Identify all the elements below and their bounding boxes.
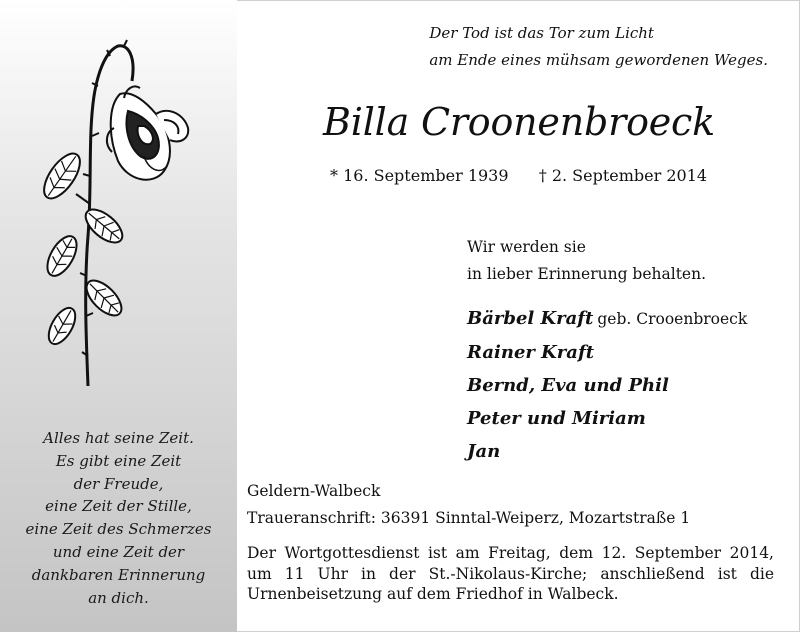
family-member — [467, 369, 747, 402]
poem-line: eine Zeit des Schmerzes — [25, 520, 212, 539]
birth-symbol: * — [330, 166, 338, 185]
poem-line: eine Zeit der Stille, — [45, 497, 192, 516]
family-member — [467, 402, 747, 435]
family-member-name: Jan — [467, 441, 501, 462]
place-block — [247, 478, 690, 532]
poem-line: dankbaren Erinnerung — [31, 565, 206, 584]
family-member-name: Peter und Miriam — [467, 408, 646, 429]
poem-line: an dich. — [88, 588, 149, 607]
remembrance-text — [467, 234, 706, 288]
wilted-rose-icon — [28, 36, 208, 396]
family-member-name: Bärbel Kraft — [467, 308, 594, 329]
family-member-suffix: geb. Crooenbroeck — [597, 310, 748, 328]
poem-line: Alles hat seine Zeit. — [43, 429, 194, 447]
mourning-address: Traueranschrift: 36391 Sinntal-Weiperz, Mozartstraße 1 — [247, 509, 691, 527]
family-member-name: Rainer Kraft — [467, 342, 595, 363]
top-quote — [429, 20, 768, 74]
service-info: Der Wortgottesdienst ist am Freitag, dem 12. September 2014, um 11 Uhr in der St.-Nikolaus-Kirche; anschließend ist die Urnenbeisetzung auf dem Friedhof in Walbeck. — [247, 544, 774, 603]
family-member — [467, 302, 747, 336]
birth-date: 16. September 1939 — [343, 166, 509, 185]
side-poem — [10, 427, 227, 609]
deceased-name: Billa Croonenbroeck — [323, 100, 715, 144]
family-list — [467, 302, 747, 468]
poem-line: der Freude, — [73, 474, 164, 493]
family-member — [467, 435, 747, 468]
town: Geldern-Walbeck — [247, 482, 381, 500]
poem-line: Es gibt eine Zeit — [55, 451, 182, 470]
quote-line: am Ende eines mühsam gewordenen Weges. — [429, 51, 768, 69]
remembrance-line: in lieber Erinnerung behalten. — [467, 265, 707, 283]
sidebar-panel — [0, 0, 237, 632]
life-dates — [330, 166, 707, 185]
death-date: 2. September 2014 — [551, 166, 708, 185]
poem-line: und eine Zeit der — [52, 542, 185, 561]
family-member-name: Bernd, Eva und Phil — [467, 375, 669, 396]
death-symbol: † — [538, 166, 547, 185]
remembrance-line: Wir werden sie — [467, 238, 586, 256]
family-member — [467, 336, 747, 369]
quote-line: Der Tod ist das Tor zum Licht — [429, 24, 654, 42]
